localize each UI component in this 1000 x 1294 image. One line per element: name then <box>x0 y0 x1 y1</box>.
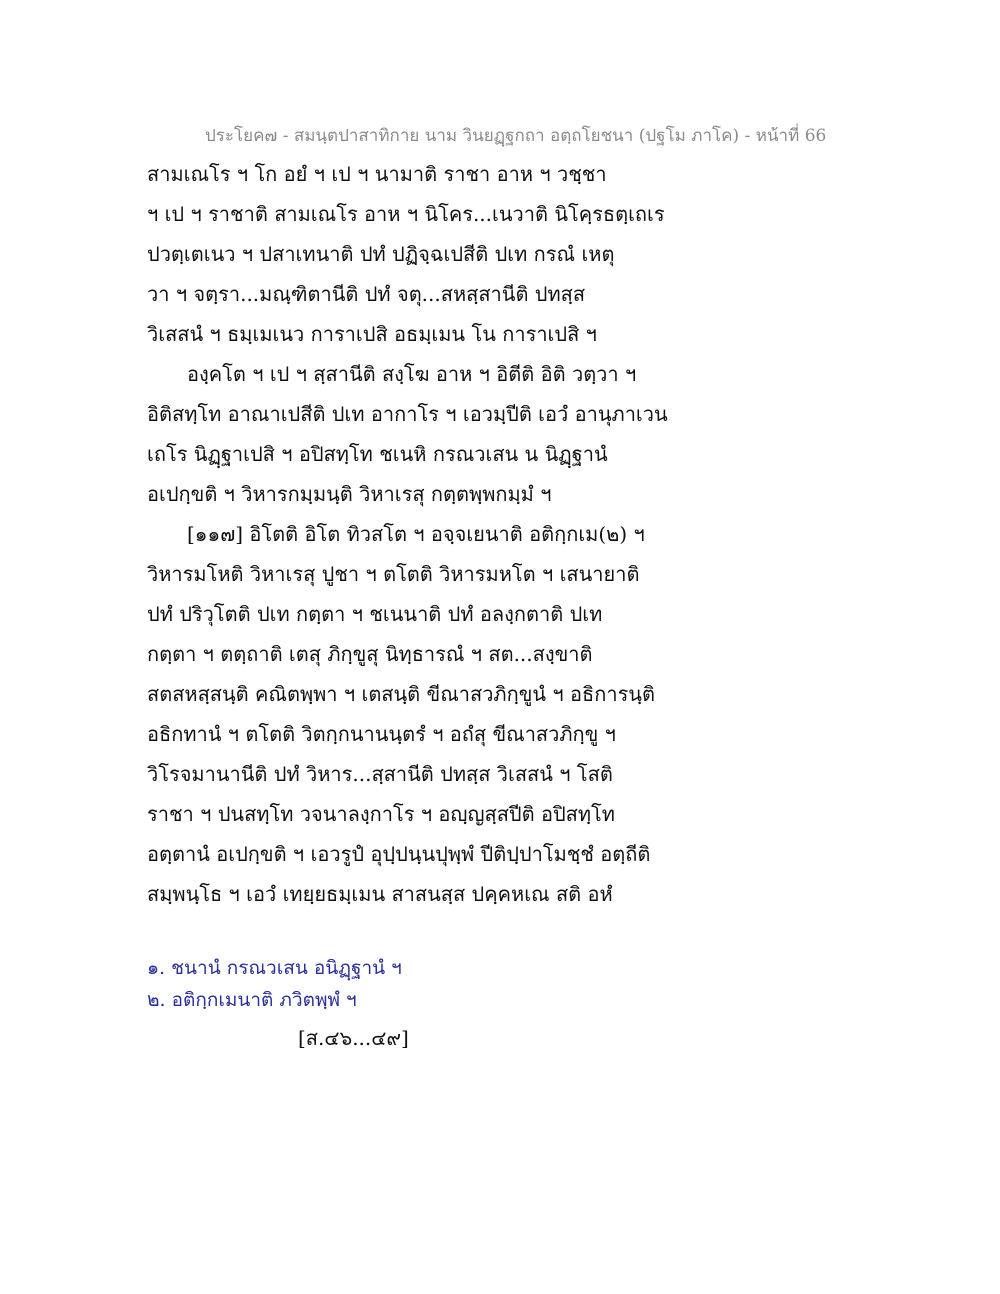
text-line: ปวตฺเตเนว ฯ ปสาเทนาติ ปทํ ปฏิจฺฉเปสีติ ปเท กรณํ เหตุ <box>147 242 615 266</box>
text-line: อเปกฺขติ ฯ วิหารกมฺมนฺติ วิหาเรสุ กตฺตพฺพกมฺมํ ฯ <box>147 482 552 506</box>
text-line: วิเสสนํ ฯ ธมฺเมเนว การาเปสิ อธมฺเมน โน การาเปสิ ฯ <box>147 322 597 346</box>
text-line: ฯ เป ฯ ราชาติ สามเณโร อาห ฯ นิโคร...เนวาติ นิโคฺรธตฺเถเร <box>147 202 665 226</box>
text-line: เถโร นิฏฺฐาเปสิ ฯ อปิสทฺโท ชเนหิ กรณวเสน น นิฏฺฐานํ <box>147 442 608 466</box>
text-line: วิโรจมานานีติ ปทํ วิหาร...สฺสานีติ ปทสฺส วิเสสนํ ฯ โสติ <box>147 762 613 786</box>
text-line: อธิกทานํ ฯ ตโตติ วิตกฺกนานนฺตรํ ฯ อถํสุ ขีณาสวภิกฺขู ฯ <box>147 722 616 746</box>
page-reference: [ส.๔๖...๔๙] <box>298 1026 409 1050</box>
text-line: สมฺพนฺโธ ฯ เอวํ เทยฺยธมฺเมน สาสนสฺส ปคฺคหเณ สติ อหํ <box>147 882 613 906</box>
text-line-paragraph-start: องฺคโต ฯ เป ฯ สฺสานีติ สงฺโฆ อาห ฯ อิตีติ อิติ วตฺวา ฯ <box>187 362 637 386</box>
text-line: วิหารมโหติ วิหาเรสุ ปูชา ฯ ตโตติ วิหารมหโต ฯ เสนายาติ <box>147 562 640 586</box>
text-line: กตฺตา ฯ ตตฺถาติ เตสุ ภิกฺขูสุ นิทฺธารณํ ฯ สต...สงฺขาติ <box>147 642 593 666</box>
text-line: อิติสทฺโท อาณาเปสีติ ปเท อากาโร ฯ เอวมฺปีติ เอวํ อานุภาเวน <box>147 402 668 426</box>
footnote-2: ๒. อติกฺกเมนาติ ภวิตพฺพํ ฯ <box>147 989 357 1011</box>
text-line: ราชา ฯ ปนสทฺโท วจนาลงฺกาโร ฯ อญฺญสฺสปีติ อปิสทฺโท <box>147 802 615 826</box>
text-line: สตสหสฺสนฺติ คณิตพฺพา ฯ เตสนฺติ ขีณาสวภิกฺขูนํ ฯ อธิการนฺติ <box>147 682 655 706</box>
text-line: สามเณโร ฯ โก อยํ ฯ เป ฯ นามาติ ราชา อาห ฯ วชฺชา <box>147 162 607 186</box>
running-header: ประโยค๗ - สมนฺตปาสาทิกาย นาม วินยฏฺฐกถา อตฺถโยชนา (ปฐโม ภาโค) - หน้าที่ 66 <box>205 126 827 146</box>
text-line: อตฺตานํ อเปกฺขติ ฯ เอวรูปํ อุปฺปนฺนปุพฺพํ ปีติปฺปาโมชฺชํ อตฺถีติ <box>147 842 651 866</box>
footnote-1: ๑. ชนานํ กรณวเสน อนิฏฺฐานํ ฯ <box>147 957 402 979</box>
footnotes <box>147 955 667 1019</box>
text-line: วา ฯ จตฺรา...มณฺฑิตานีติ ปทํ จตุ...สหสฺสานีติ ปทสฺส <box>147 282 586 306</box>
text-line: ปทํ ปริวุโตติ ปเท กตฺตา ฯ ชเนนาติ ปทํ อลงฺกตาติ ปเท <box>147 602 603 626</box>
body-text <box>147 160 667 920</box>
text-line-paragraph-start: [๑๑๗] อิโตติ อิโต ทิวสโต ฯ อจฺจเยนาติ อติกฺกเม(๒) ฯ <box>187 522 645 546</box>
